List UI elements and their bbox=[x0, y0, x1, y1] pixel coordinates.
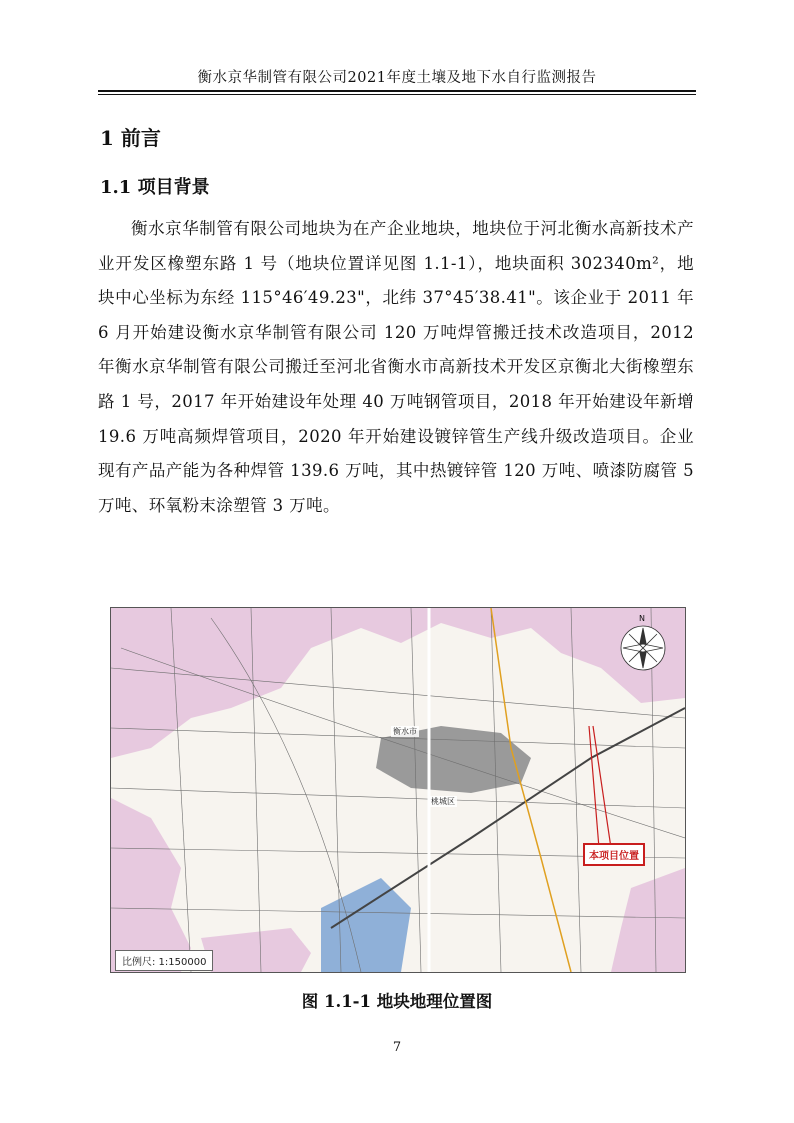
body-paragraph: 衡水京华制管有限公司地块为在产企业地块，地块位于河北衡水高新技术产业开发区橡塑东路 1 号（地块位置详见图 1.1-1），地块面积 302340m²，地块中心坐标为东经 115°46′49.23"，北纬 37°45′38.41"。该企业于 2011 年 6 月开始建设衡水京华制管有限公司 120 万吨焊管搬迁技术改造项目，2012 年衡水京华制管有限公司搬迁至河北省衡水市高新技术开发区京衡北大街橡塑东路 1 号，2017 年开始建设年处理 40 万吨钢管项目，2018 年开始建设年新增 19.6 万吨高频焊管项目，2020 年开始建设镀锌管生产线升级改造项目。企业现有产品产能为各种焊管 139.6 万吨，其中热镀锌管 120 万吨、喷漆防腐管 5 万吨、环氧粉末涂塑管 3 万吨。 bbox=[98, 219, 694, 515]
figure-caption: 图 1.1-1 地块地理位置图 bbox=[301, 992, 493, 1011]
page-header: 衡水京华制管有限公司2021年度土壤及地下水自行监测报告 bbox=[197, 70, 597, 86]
map-scale: 比例尺: 1:150000 bbox=[115, 950, 213, 971]
subsection-heading: 1.1 项目背景 bbox=[100, 177, 210, 198]
compass-n-label: N bbox=[639, 614, 645, 623]
location-map bbox=[110, 607, 686, 973]
project-location-label: 本项目位置 bbox=[583, 843, 645, 866]
district-label: 桃城区 bbox=[431, 797, 455, 806]
header-rule-thin bbox=[98, 94, 696, 95]
page-number: 7 bbox=[392, 1040, 402, 1055]
city-label: 衡水市 bbox=[393, 727, 417, 736]
section-heading: 1 前言 bbox=[100, 126, 161, 150]
header-rule bbox=[98, 90, 696, 92]
map-graphic bbox=[111, 608, 685, 972]
